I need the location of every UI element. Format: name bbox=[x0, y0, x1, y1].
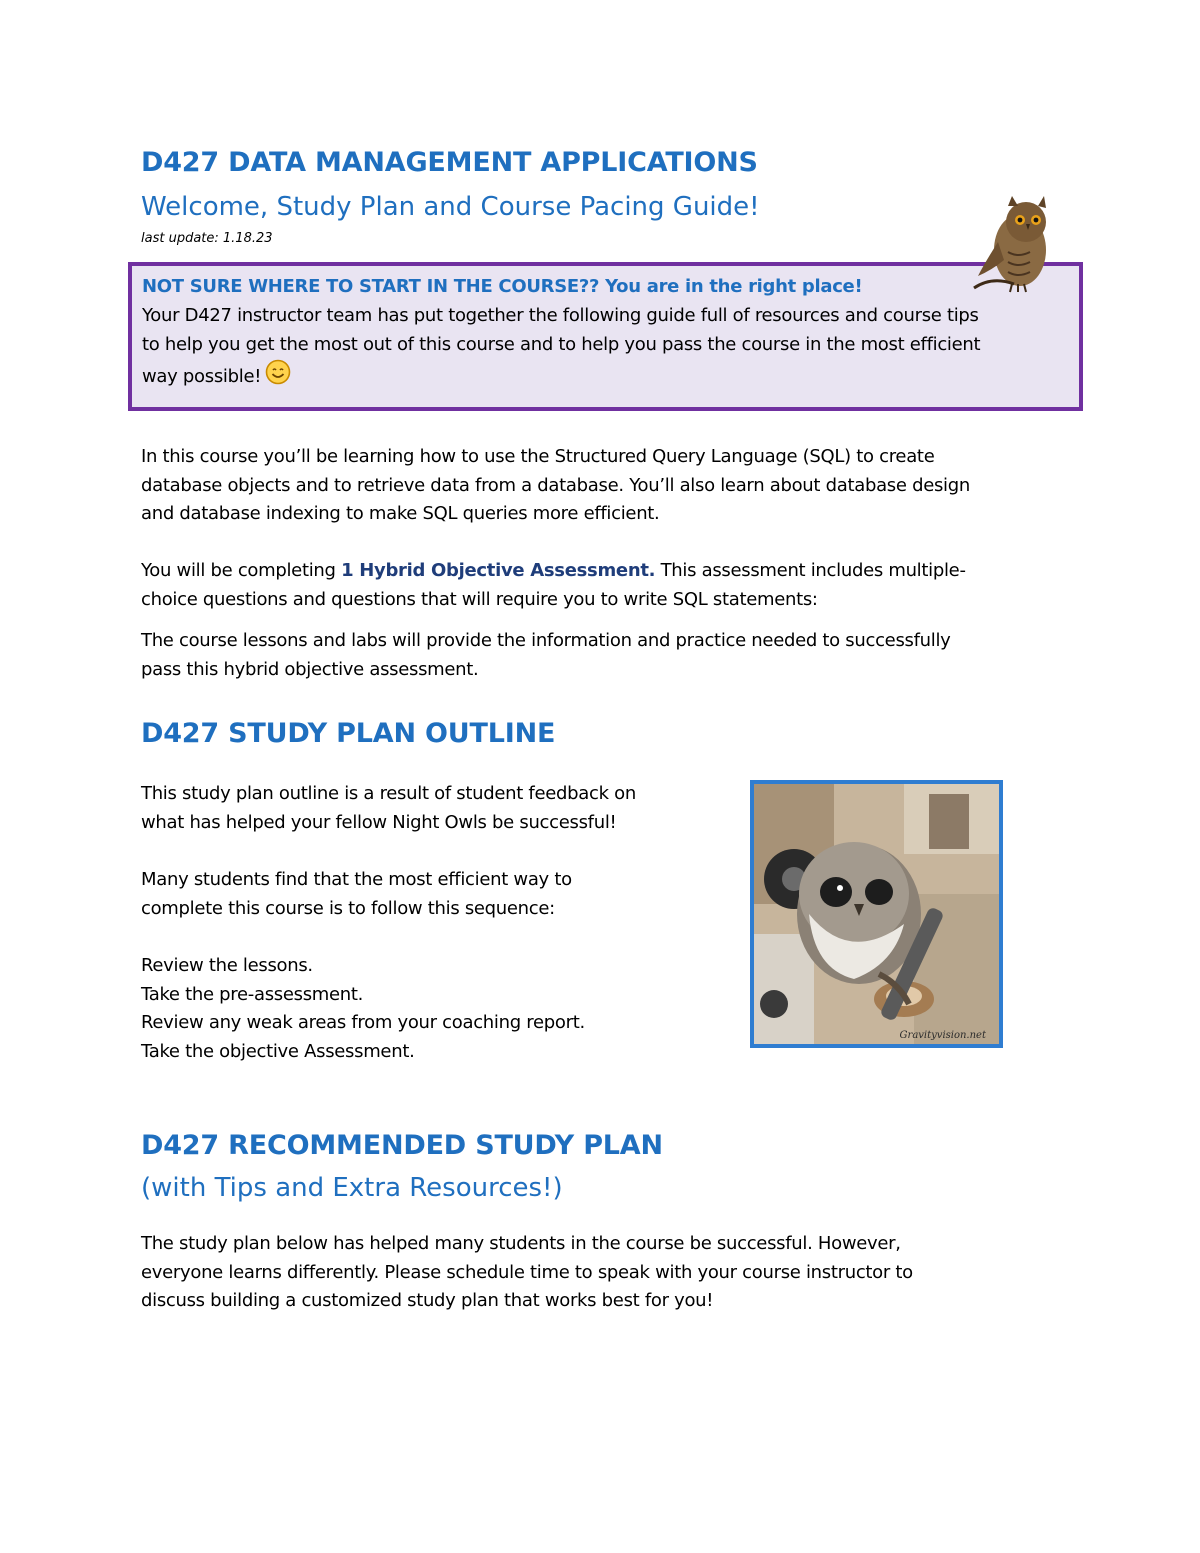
outline-heading: D427 STUDY PLAN OUTLINE bbox=[141, 718, 556, 749]
recommended-subheading: (with Tips and Extra Resources!) bbox=[141, 1173, 563, 1203]
photo-watermark: Gravityvision.net bbox=[899, 1030, 986, 1041]
callout-heading: NOT SURE WHERE TO START IN THE COURSE?? You are in the right place! bbox=[142, 276, 863, 297]
outline-step: Review the lessons. bbox=[141, 955, 313, 976]
assessment-paragraph bbox=[141, 557, 966, 614]
owl-illustration bbox=[968, 192, 1060, 296]
assessment-line: choice questions and questions that will require you to write SQL statements: bbox=[141, 588, 818, 610]
owl-photo-image bbox=[754, 784, 999, 1044]
intro-line: database objects and to retrieve data from a database. You’ll also learn about database design bbox=[141, 474, 970, 496]
intro-line: and database indexing to make SQL queries more efficient. bbox=[141, 503, 660, 524]
hybrid-assessment-highlight: 1 Hybrid Objective Assessment. bbox=[341, 560, 656, 581]
smiley-face-icon bbox=[265, 359, 291, 385]
intro-line: In this course you’ll be learning how to use the Structured Query Language (SQL) to create bbox=[141, 446, 935, 467]
outline-step: Take the pre-assessment. bbox=[141, 983, 364, 1005]
outline-line: Many students find that the most efficient way to bbox=[141, 869, 572, 890]
recommended-line: The study plan below has helped many students in the course be successful. However, bbox=[141, 1233, 901, 1254]
recommended-line: discuss building a customized study plan that works best for you! bbox=[141, 1290, 714, 1311]
callout-line-text: way possible! bbox=[142, 366, 262, 387]
callout-line: Your D427 instructor team has put together the following guide full of resources and course tips bbox=[142, 305, 979, 326]
outline-line: what has helped your fellow Night Owls be successful! bbox=[141, 811, 617, 833]
outline-step: Take the objective Assessment. bbox=[141, 1040, 415, 1062]
recommended-heading: D427 RECOMMENDED STUDY PLAN bbox=[141, 1130, 663, 1161]
intro-paragraph bbox=[141, 443, 970, 529]
owl-photo bbox=[750, 780, 1003, 1048]
callout-line: to help you get the most out of this course and to help you pass the course in the most efficient bbox=[142, 334, 981, 355]
outline-line: This study plan outline is a result of student feedback on bbox=[141, 783, 636, 804]
assessment-suffix: This assessment includes multiple- bbox=[655, 560, 966, 581]
assessment-line bbox=[141, 557, 966, 586]
assessment-prefix: You will be completing bbox=[141, 560, 342, 581]
outline-line: complete this course is to follow this sequence: bbox=[141, 897, 555, 919]
outline-steps bbox=[141, 952, 585, 1066]
outline-step: Review any weak areas from your coaching report. bbox=[141, 1012, 585, 1033]
callout-body bbox=[142, 301, 980, 391]
page-title: D427 DATA MANAGEMENT APPLICATIONS bbox=[141, 147, 758, 178]
page-subtitle: Welcome, Study Plan and Course Pacing Guide! bbox=[141, 192, 760, 222]
outline-intro bbox=[141, 780, 636, 837]
callout-line bbox=[142, 359, 980, 391]
recommended-line: everyone learns differently. Please schedule time to speak with your course instructor to bbox=[141, 1261, 913, 1283]
assessment-followup-paragraph bbox=[141, 627, 951, 684]
assessment-followup-line: pass this hybrid objective assessment. bbox=[141, 658, 479, 680]
last-update-text: last update: 1.18.23 bbox=[141, 231, 273, 246]
recommended-paragraph bbox=[141, 1230, 913, 1316]
start-here-callout bbox=[128, 262, 1083, 411]
assessment-followup-line: The course lessons and labs will provide the information and practice needed to successfully bbox=[141, 630, 951, 651]
outline-sequence-intro bbox=[141, 866, 572, 923]
